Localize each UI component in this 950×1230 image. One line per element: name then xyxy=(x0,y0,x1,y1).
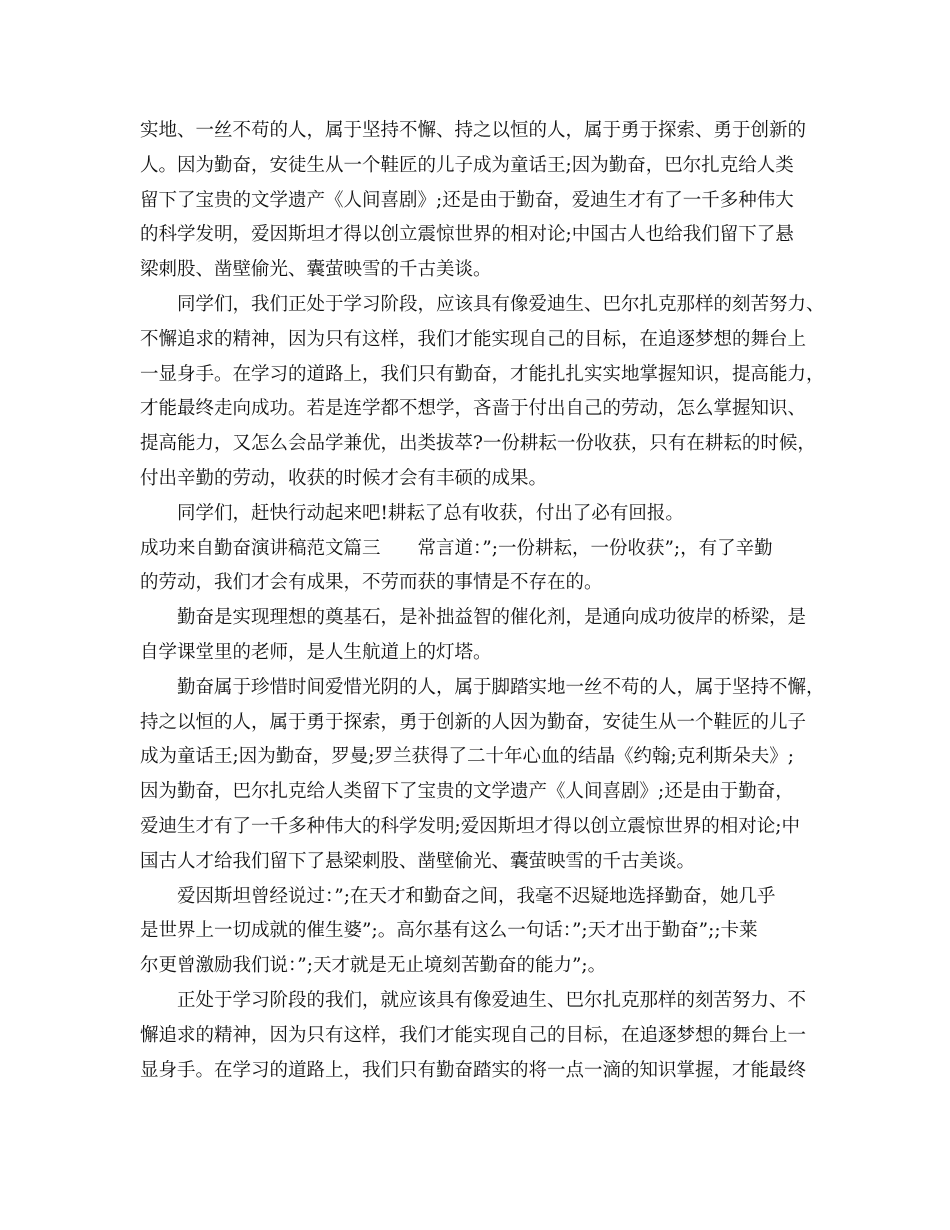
text-line: 同学们，赶快行动起来吧!耕耘了总有收获，付出了必有回报。 xyxy=(177,502,684,524)
body-text xyxy=(140,114,825,1088)
text-line: 爱因斯坦曾经说过：”;在天才和勤奋之间，我毫不迟疑地选择勤奋，她几乎 xyxy=(177,885,776,907)
text-line: 懈追求的精神，因为只有这样，我们才能实现自己的目标，在追逐梦想的舞台上一 xyxy=(140,1024,807,1046)
section-heading-line: 成功来自勤奋演讲稿范文篇三 常言道：”;一份耕耘，一份收获”;，有了辛勤 xyxy=(140,537,773,559)
text-line: 因为勤奋，巴尔扎克给人类留下了宝贵的文学遗产《人间喜剧》;还是由于勤奋， xyxy=(140,781,794,803)
text-line: 显身手。在学习的道路上，我们只有勤奋踏实的将一点一滴的知识掌握，才能最终 xyxy=(140,1059,807,1081)
text-line: 勤奋是实现理想的奠基石，是补拙益智的催化剂，是通向成功彼岸的桥梁，是 xyxy=(177,607,807,629)
text-line: 实地、一丝不苟的人，属于坚持不懈、持之以恒的人，属于勇于探索、勇于创新的 xyxy=(140,120,807,141)
text-line: 梁刺股、凿壁偷光、囊萤映雪的千古美谈。 xyxy=(140,259,492,281)
text-line: 留下了宝贵的文学遗产《人间喜剧》;还是由于勤奋，爱迪生才有了一千多种伟大 xyxy=(140,189,794,211)
text-line: 国古人才给我们留下了悬梁刺股、凿壁偷光、囊萤映雪的千古美谈。 xyxy=(140,850,696,872)
text-line: 成为童话王;因为勤奋，罗曼;罗兰获得了二十年心血的结晶《约翰;克利斯朵夫》; xyxy=(140,746,794,768)
text-line: 人。因为勤奋，安徒生从一个鞋匠的儿子成为童话王;因为勤奋，巴尔扎克给人类 xyxy=(140,154,794,176)
text-line: 的劳动，我们才会有成果，不劳而获的事情是不存在的。 xyxy=(140,572,603,594)
text-line: 持之以恒的人，属于勇于探索，勇于创新的人因为勤奋，安徒生从一个鞋匠的儿子 xyxy=(140,711,807,733)
text-line: 自学课堂里的老师，是人生航道上的灯塔。 xyxy=(140,641,492,663)
text-line: 正处于学习阶段的我们，就应该具有像爱迪生、巴尔扎克那样的刻苦努力、不 xyxy=(177,989,807,1011)
text-line: 同学们，我们正处于学习阶段，应该具有像爱迪生、巴尔扎克那样的刻苦努力、 xyxy=(177,293,825,315)
text-line: 提高能力，又怎么会品学兼优，出类拔萃?一份耕耘一份收获，只有在耕耘的时候， xyxy=(140,433,816,455)
text-line: 勤奋属于珍惜时间爱惜光阴的人，属于脚踏实地一丝不苟的人，属于坚持不懈， xyxy=(177,676,825,698)
text-line: 是世界上一切成就的催生婆”;。高尔基有这么一句话：”;天才出于勤奋”;;卡莱 xyxy=(140,920,758,942)
text-line: 爱迪生才有了一千多种伟大的科学发明;爱因斯坦才得以创立震惊世界的相对论;中 xyxy=(140,815,800,837)
text-line: 付出辛勤的劳动，收获的时候才会有丰硕的成果。 xyxy=(140,467,548,489)
text-line: 不懈追求的精神，因为只有这样，我们才能实现自己的目标，在追逐梦想的舞台上 xyxy=(140,328,807,350)
text-line: 尔更曾激励我们说：”;天才就是无止境刻苦勤奋的能力”;。 xyxy=(140,955,607,977)
text-line: 的科学发明，爱因斯坦才得以创立震惊世界的相对论;中国古人也给我们留下了悬 xyxy=(140,224,794,246)
text-line: 才能最终走向成功。若是连学都不想学，吝啬于付出自己的劳动，怎么掌握知识、 xyxy=(140,398,807,420)
text-line: 一显身手。在学习的道路上，我们只有勤奋，才能扎扎实实地掌握知识，提高能力， xyxy=(140,363,825,385)
